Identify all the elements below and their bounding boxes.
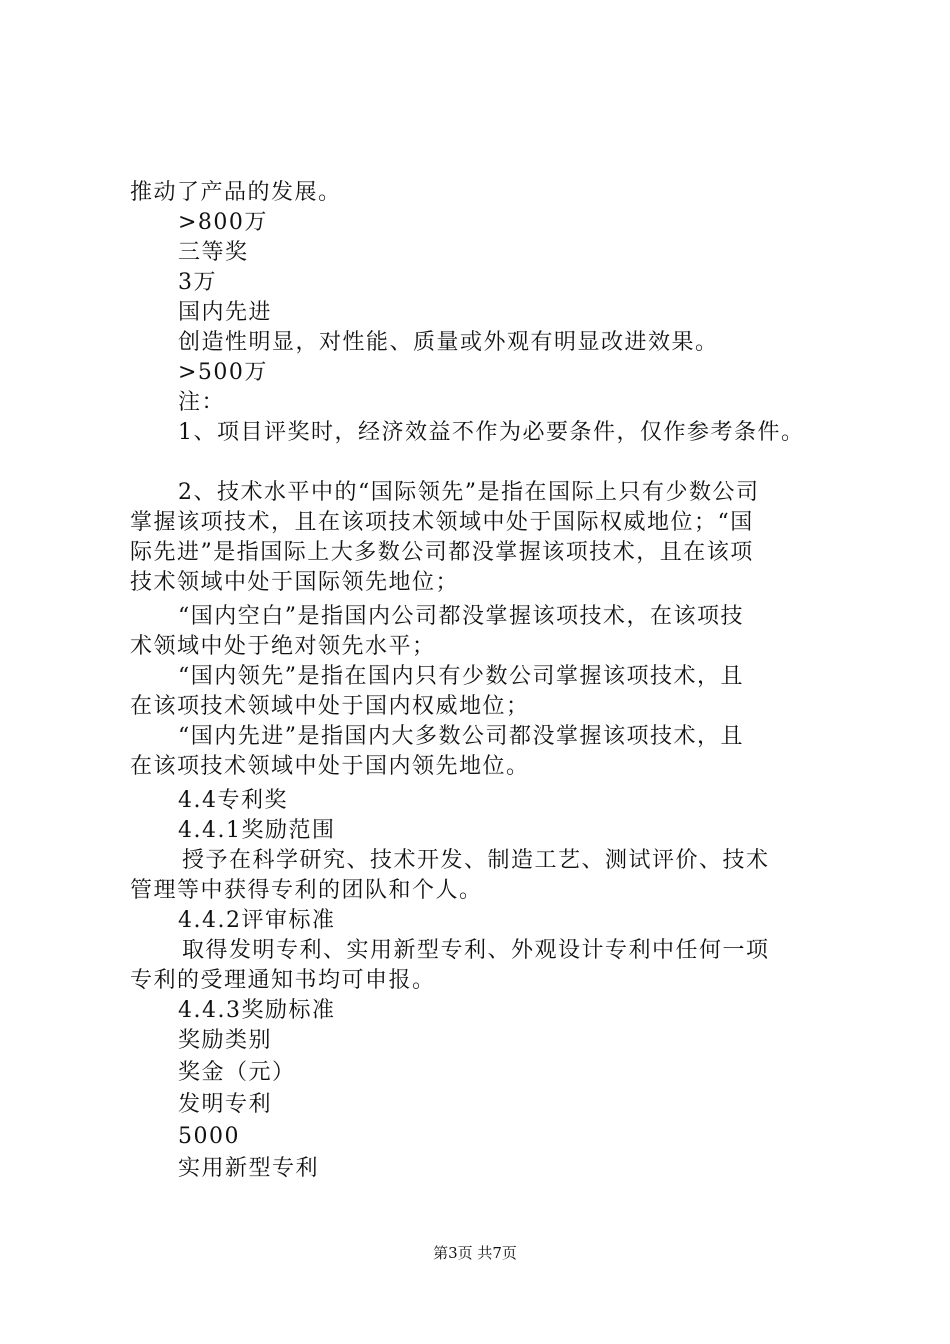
text-line: 取得发明专利、实用新型专利、外观设计专利中任何一项 (182, 938, 770, 963)
subsection-heading: 4.4.1奖励范围 (178, 818, 336, 843)
subsection-heading: 4.4.3奖励标准 (178, 998, 336, 1023)
text-line: >800万 (178, 210, 268, 235)
table-cell: 实用新型专利 (178, 1156, 320, 1181)
table-cell: 奖金（元） (178, 1060, 296, 1085)
text-line: 创造性明显，对性能、质量或外观有明显改进效果。 (178, 330, 719, 355)
text-line: 际先进”是指国际上大多数公司都没掌握该项技术，且在该项 (130, 540, 754, 565)
text-line: 专利的受理通知书均可申报。 (130, 968, 436, 993)
subsection-heading: 4.4.2评审标准 (178, 908, 336, 933)
text-line: 国内先进 (178, 300, 273, 325)
text-line: 授予在科学研究、技术开发、制造工艺、测试评价、技术 (182, 848, 770, 873)
text-line: “国内先进”是指国内大多数公司都没掌握该项技术，且 (178, 724, 744, 749)
text-line: 2、技术水平中的“国际领先”是指在国际上只有少数公司 (178, 480, 760, 505)
text-line: 技术领域中处于国际领先地位； (130, 570, 460, 595)
text-line: 掌握该项技术，且在该项技术领域中处于国际权威地位；“国 (130, 510, 754, 535)
text-line: 注： (178, 390, 226, 415)
text-line: 三等奖 (178, 240, 249, 265)
text-line: 1、项目评奖时，经济效益不作为必要条件，仅作参考条件。 (178, 420, 805, 445)
page-footer: 第3页 共7页 (433, 1244, 517, 1262)
table-cell: 5000 (178, 1124, 240, 1149)
text-line: “国内领先”是指在国内只有少数公司掌握该项技术，且 (178, 664, 744, 689)
text-line: >500万 (178, 360, 268, 385)
text-line: 推动了产品的发展。 (130, 180, 342, 205)
table-cell: 奖励类别 (178, 1028, 273, 1053)
section-heading: 4.4专利奖 (178, 788, 288, 813)
text-line: 3万 (178, 270, 217, 295)
text-line: 管理等中获得专利的团队和个人。 (130, 878, 483, 903)
text-line: 术领域中处于绝对领先水平； (130, 634, 436, 659)
text-line: 在该项技术领域中处于国内领先地位。 (130, 754, 530, 779)
text-line: 在该项技术领域中处于国内权威地位； (130, 694, 530, 719)
text-line: “国内空白”是指国内公司都没掌握该项技术，在该项技 (178, 604, 744, 629)
table-cell: 发明专利 (178, 1092, 273, 1117)
